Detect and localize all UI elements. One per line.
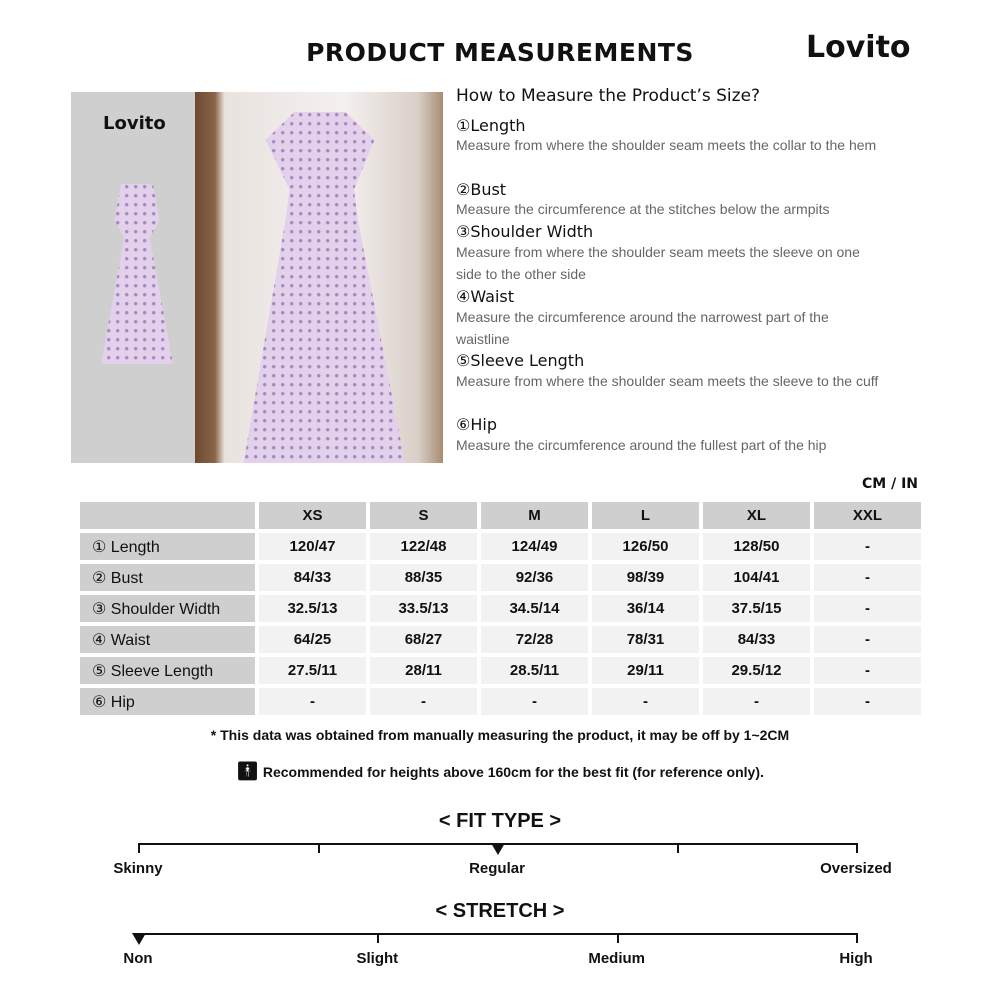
table-cell: - <box>814 595 921 622</box>
table-cell: 34.5/14 <box>481 595 588 622</box>
size-header: XL <box>703 502 810 529</box>
table-cell: 84/33 <box>259 564 366 591</box>
brand-logo: Lovito <box>806 30 911 65</box>
row-label: ③ Shoulder Width <box>80 595 255 622</box>
table-cell: - <box>814 657 921 684</box>
panel-logo: Lovito <box>103 113 166 134</box>
fit-type-title: < FIT TYPE > <box>438 810 562 832</box>
table-cell: - <box>814 688 921 715</box>
scale-label: Skinny <box>113 860 163 877</box>
height-note <box>0 761 1000 782</box>
row-label: ① Length <box>80 533 255 560</box>
table-row <box>80 626 921 653</box>
table-cell: 88/35 <box>370 564 477 591</box>
size-header: XXL <box>814 502 921 529</box>
scale-tick <box>377 933 379 943</box>
measure-desc: Measure from where the shoulder seam meets the sleeve on one side to the other side <box>456 244 860 282</box>
table-cell: 32.5/13 <box>259 595 366 622</box>
table-cell: 68/27 <box>370 626 477 653</box>
measure-name: ⑤Sleeve Length <box>456 351 585 370</box>
scale-marker <box>491 843 505 855</box>
scale-tick <box>677 843 679 853</box>
row-label: ② Bust <box>80 564 255 591</box>
person-icon: 🚹︎ <box>236 761 259 781</box>
measure-desc: Measure the circumference at the stitches below the armpits <box>456 201 830 217</box>
measure-name: ③Shoulder Width <box>456 222 594 241</box>
table-cell: 72/28 <box>481 626 588 653</box>
row-label: ④ Waist <box>80 626 255 653</box>
measure-name: ⑥Hip <box>456 415 497 434</box>
table-cell: - <box>259 688 366 715</box>
measure-desc: Measure the circumference around the fullest part of the hip <box>456 437 827 453</box>
measure-desc: Measure from where the shoulder seam meets the sleeve to the cuff <box>456 373 879 389</box>
table-cell: 64/25 <box>259 626 366 653</box>
howto-heading: How to Measure the Product’s Size? <box>456 86 761 106</box>
header-blank <box>80 502 255 529</box>
table-row <box>80 564 921 591</box>
scale-tick <box>617 933 619 943</box>
table-cell: 126/50 <box>592 533 699 560</box>
measure-desc: Measure the circumference around the narrowest part of the waistline <box>456 309 829 347</box>
table-cell: 124/49 <box>481 533 588 560</box>
table-cell: 98/39 <box>592 564 699 591</box>
stretch-title: < STRETCH > <box>435 900 565 922</box>
table-cell: - <box>592 688 699 715</box>
table-cell: 36/14 <box>592 595 699 622</box>
scale-label: High <box>839 950 873 967</box>
table-row <box>80 595 921 622</box>
scale-label: Non <box>123 950 153 967</box>
table-cell: 78/31 <box>592 626 699 653</box>
scale-label: Oversized <box>820 860 892 877</box>
table-cell: 27.5/11 <box>259 657 366 684</box>
scale-label: Medium <box>588 950 645 967</box>
measurement-note: * This data was obtained from manually measuring the product, it may be off by 1~2CM <box>210 727 790 743</box>
model-photo <box>195 92 443 463</box>
dress-on-model <box>235 112 405 463</box>
measure-desc: Measure from where the shoulder seam meets the collar to the hem <box>456 137 877 153</box>
table-row <box>80 533 921 560</box>
table-cell: 28.5/11 <box>481 657 588 684</box>
table-row <box>80 657 921 684</box>
measure-name: ①Length <box>456 116 526 135</box>
row-label: ⑤ Sleeve Length <box>80 657 255 684</box>
scale-label: Slight <box>356 950 399 967</box>
scale-tick <box>856 933 858 943</box>
table-cell: 120/47 <box>259 533 366 560</box>
scale-label: Regular <box>469 860 525 877</box>
scale-marker <box>132 933 146 945</box>
scale-tick <box>856 843 858 853</box>
product-flat-image <box>71 92 196 463</box>
table-cell: - <box>814 626 921 653</box>
table-cell: - <box>703 688 810 715</box>
dress-illustration <box>97 184 177 364</box>
size-header: S <box>370 502 477 529</box>
measure-name: ④Waist <box>456 287 514 306</box>
table-cell: - <box>814 533 921 560</box>
scale-line <box>138 933 858 935</box>
table-cell: 122/48 <box>370 533 477 560</box>
table-cell: 92/36 <box>481 564 588 591</box>
size-header: L <box>592 502 699 529</box>
table-cell: 29/11 <box>592 657 699 684</box>
page-title: PRODUCT MEASUREMENTS <box>306 38 694 67</box>
scale-tick <box>318 843 320 853</box>
table-cell: 104/41 <box>703 564 810 591</box>
table-row <box>80 688 921 715</box>
unit-label: CM / IN <box>862 476 918 492</box>
table-header-row <box>80 502 921 529</box>
table-cell: 37.5/15 <box>703 595 810 622</box>
size-header: M <box>481 502 588 529</box>
table-cell: 29.5/12 <box>703 657 810 684</box>
table-cell: - <box>370 688 477 715</box>
table-cell: 84/33 <box>703 626 810 653</box>
scale-tick <box>138 843 140 853</box>
table-cell: 128/50 <box>703 533 810 560</box>
measure-name: ②Bust <box>456 180 507 199</box>
table-cell: 33.5/13 <box>370 595 477 622</box>
size-header: XS <box>259 502 366 529</box>
size-table <box>76 498 925 719</box>
height-note-text: Recommended for heights above 160cm for the best fit (for reference only). <box>262 764 764 780</box>
row-label: ⑥ Hip <box>80 688 255 715</box>
table-cell: - <box>481 688 588 715</box>
table-cell: 28/11 <box>370 657 477 684</box>
table-cell: - <box>814 564 921 591</box>
